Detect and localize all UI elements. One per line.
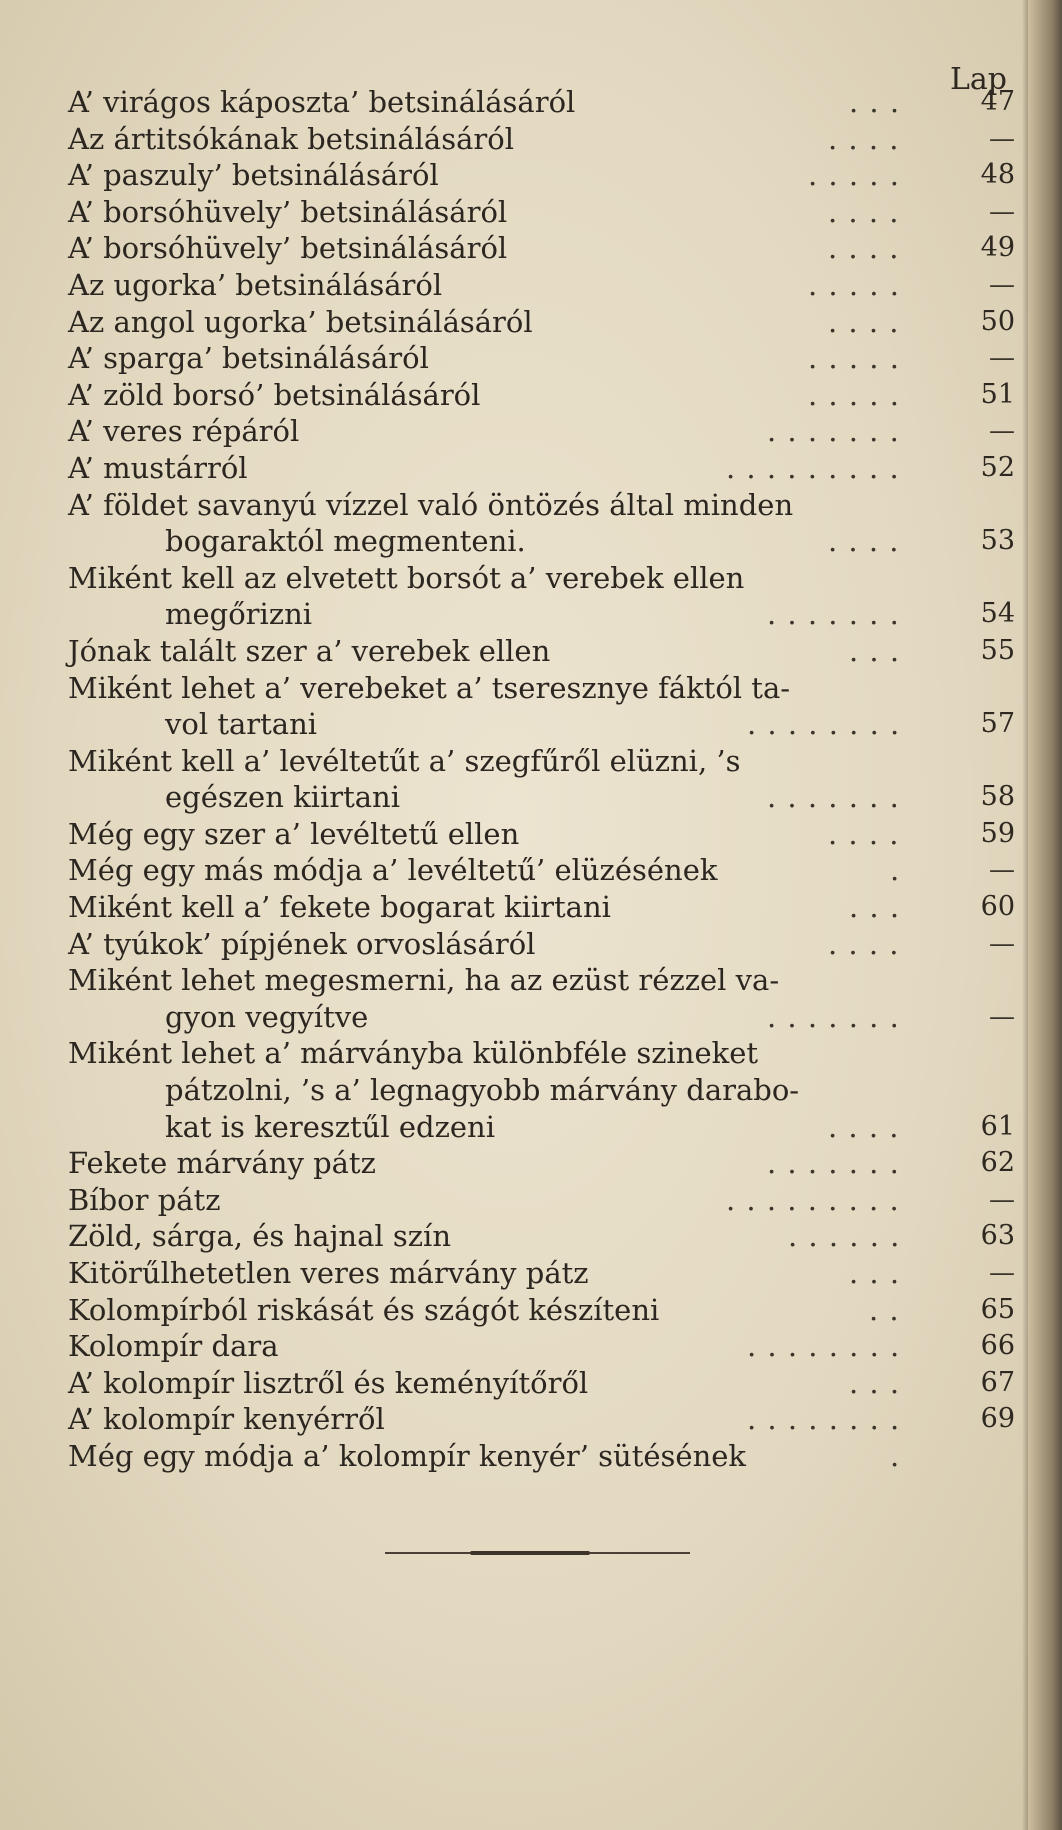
toc-entry-line [0,926,1062,963]
toc-entry-line [0,523,1062,560]
page-number: — [989,1258,1015,1288]
toc-entry [0,304,1062,341]
entry-title-text: A’ kolompír kenyérről [68,1402,385,1437]
dot-leader: . . . [849,890,901,925]
page-number: 55 [980,634,1015,666]
entry-title-text: A’ zöld borsó’ betsinálásáról [68,377,481,412]
page-number: 61 [980,1110,1015,1142]
dot-leader: . . . . [828,926,900,961]
dot-leader: . . . . . . . . [747,1329,901,1364]
dot-leader: . . . . . . . [767,1146,900,1181]
page-number: 54 [980,598,1015,630]
entry-title-text: A’ veres répáról [68,414,300,449]
dot-leader: . . . . . [808,267,900,302]
page-number: 48 [980,159,1015,191]
page-column-header: Lap [950,62,1008,97]
page-number: — [989,928,1015,959]
toc-entry-line [0,267,1062,304]
entry-title-text: Az ártitsókának betsinálásáról [68,121,514,156]
dot-leader: . . . . . . . . . [726,450,900,485]
toc-entry-line [0,1365,1062,1402]
dot-leader: . . . . [828,816,900,851]
toc-entry-line [0,1145,1062,1182]
toc-entry-line [0,670,1062,707]
entry-title-text: Még egy szer a’ levéltetű ellen [68,816,520,851]
toc-entry-line [0,304,1062,341]
page-number: 49 [980,232,1015,264]
toc-entry-line [0,84,1062,121]
entry-title-text: Zöld, sárga, és hajnal szín [68,1219,452,1254]
entry-title-text: A’ földet savanyú vízzel való öntözés által minden [68,487,794,522]
entry-title-text: A’ kolompír lisztről és keményítőről [68,1365,589,1400]
page-number: 65 [980,1293,1015,1325]
dot-leader: . . . . [828,194,900,229]
toc-entry-line [0,633,1062,670]
toc-entry-line [0,706,1062,743]
toc-entry-line [0,1438,1062,1475]
toc-entry-line [0,1182,1062,1219]
entry-title-text: megőrizni [165,597,313,632]
toc-entry-line [0,157,1062,194]
toc-entry-line [0,779,1062,816]
toc-entry-line [0,999,1062,1036]
toc-entry-line [0,1072,1062,1109]
page-number: — [989,343,1015,374]
dot-leader: . [890,1438,901,1473]
toc-entry-line [0,1035,1062,1072]
entry-title-text: Még egy módja a’ kolompír kenyér’ sütésének [68,1438,746,1473]
entry-title-text: Kolompírból riskását és szágót készíteni [68,1292,660,1327]
toc-entry [0,413,1062,450]
page-number: 50 [980,305,1015,337]
entry-title-text: Miként kell az elvetett borsót a’ verebek ellen [68,560,745,595]
page-number: — [989,416,1015,447]
dot-leader: . . . . . . . [767,597,900,632]
toc-entry-line [0,121,1062,158]
toc-entry [0,157,1062,194]
dot-leader: . . . [849,1256,901,1290]
dot-leader: . . . . . . . [767,999,900,1034]
toc-entry [0,670,1062,743]
entry-title-text: Miként lehet megesmerni, ha az ezüst rézzel va- [68,963,780,998]
dot-leader: . [890,853,901,888]
toc-entry [0,962,1062,1035]
toc-entry-line [0,413,1062,450]
dot-leader: . . . [849,85,901,119]
toc-entry [0,194,1062,231]
toc-entry-line [0,194,1062,231]
dot-leader: . . . . [828,121,900,156]
entry-title-text: A’ virágos káposzta’ betsinálásáról [68,85,576,119]
entry-title-text: A’ sparga’ betsinálásáról [68,341,429,376]
page-number: 63 [980,1220,1015,1252]
toc-entry [0,1255,1062,1292]
entry-title-text: vol tartani [165,707,318,742]
toc-entry-line [0,743,1062,780]
toc-entry [0,340,1062,377]
entry-title-text: A’ tyúkok’ pípjének orvoslásáról [68,926,536,961]
dot-leader: . . [869,1292,900,1327]
toc-entry [0,1182,1062,1219]
entry-title-text: egészen kiirtani [165,780,400,815]
toc-entry [0,1365,1062,1402]
toc-entry-line [0,962,1062,999]
dot-leader: . . . . [828,1109,900,1144]
toc-entry-line [0,230,1062,267]
page-number: — [989,269,1015,300]
dot-leader: . . . . . [808,158,900,193]
toc-entry-line [0,450,1062,487]
entry-title-text: Kitörűlhetetlen veres márvány pátz [68,1256,589,1290]
toc-entry [0,1145,1062,1182]
entry-title-text: A’ borsóhüvely’ betsinálásáról [68,194,508,229]
toc-entry-line [0,1218,1062,1255]
dot-leader: . . . . [828,524,900,559]
page-number: 51 [980,378,1015,410]
page-number: 67 [980,1366,1015,1398]
page-number: 69 [980,1403,1015,1435]
toc-entry-line [0,377,1062,414]
toc-entry [0,121,1062,158]
toc-entry-line [0,487,1062,524]
toc-entry [0,852,1062,889]
toc-entry [0,633,1062,670]
entry-title-text: Kolompír dara [68,1329,279,1364]
entry-title-text: Fekete márvány pátz [68,1146,376,1181]
entry-title-text: Az ugorka’ betsinálásáról [68,267,443,302]
toc-entry-line [0,852,1062,889]
dot-leader: . . . . . [808,341,900,376]
table-of-contents [0,84,1062,1475]
entry-title-text: bogaraktól megmenteni. [165,524,526,559]
entry-title-text: Jónak talált szer a’ verebek ellen [68,633,551,668]
toc-entry [0,889,1062,926]
entry-title-text: Miként kell a’ fekete bogarat kiirtani [68,890,611,925]
toc-entry [0,926,1062,963]
page-number: — [989,855,1015,886]
page-number: — [989,196,1015,227]
page-number: — [989,1184,1015,1215]
entry-title-text: gyon vegyítve [165,999,369,1034]
closing-rule-ornament [470,1551,590,1555]
toc-entry [0,1401,1062,1438]
dot-leader: . . . . . . . . . [726,1182,900,1217]
entry-title-text: Miként kell a’ levéltetűt a’ szegfűről elüzni, ’s [68,743,741,778]
page-number: 58 [980,781,1015,813]
page-number: 57 [980,708,1015,740]
toc-entry-line [0,1401,1062,1438]
toc-entry [0,1035,1062,1145]
dot-leader: . . . . . . . . [747,707,901,742]
toc-entry-line [0,816,1062,853]
entry-title-text: Miként lehet a’ márványba különbféle szineket [68,1036,759,1071]
dot-leader: . . . . . . . [767,414,900,449]
toc-entry [0,230,1062,267]
toc-entry [0,84,1062,121]
toc-entry-line [0,1292,1062,1329]
page-number: — [989,1001,1015,1032]
toc-entry-line [0,560,1062,597]
entry-title-text: Még egy más módja a’ levéltetű’ elüzésének [68,853,718,888]
toc-entry [0,487,1062,560]
toc-entry-line [0,1255,1062,1292]
toc-entry [0,1292,1062,1329]
page-number: — [989,123,1015,154]
page-number: 66 [980,1330,1015,1362]
page-number: 62 [980,1147,1015,1179]
dot-leader: . . . . [828,304,900,339]
toc-entry [0,743,1062,816]
toc-entry-line [0,340,1062,377]
dot-leader: . . . . . . [788,1219,901,1254]
entry-title-text: A’ paszuly’ betsinálásáról [68,158,439,193]
toc-entry-line [0,889,1062,926]
dot-leader: . . . . . . . . [747,1402,901,1437]
dot-leader: . . . . . . . [767,780,900,815]
toc-entry [0,816,1062,853]
toc-entry [0,1438,1062,1475]
page-number: 59 [980,817,1015,849]
toc-entry-line [0,1109,1062,1146]
entry-title-text: Miként lehet a’ verebeket a’ tseresznye fáktól ta- [68,670,791,705]
dot-leader: . . . . . [808,377,900,412]
toc-entry [0,377,1062,414]
page-number: 52 [980,451,1015,483]
page-number: 60 [980,891,1015,923]
toc-entry-line [0,1328,1062,1365]
dot-leader: . . . . [828,231,900,266]
page-number: 53 [980,525,1015,557]
entry-title-text: A’ borsóhüvely’ betsinálásáról [68,231,508,266]
page-number: 47 [980,86,1015,117]
toc-entry-line [0,596,1062,633]
toc-entry [0,1218,1062,1255]
entry-title-text: kat is keresztűl edzeni [165,1109,495,1144]
dot-leader: . . . [849,633,901,668]
toc-entry [0,267,1062,304]
entry-title-text: A’ mustárról [68,450,248,485]
entry-title-text: pátzolni, ’s a’ legnagyobb márvány darabo- [165,1073,800,1108]
toc-entry [0,1328,1062,1365]
entry-title-text: Bíbor pátz [68,1182,221,1217]
toc-entry [0,450,1062,487]
entry-title-text: Az angol ugorka’ betsinálásáról [68,304,533,339]
dot-leader: . . . [849,1365,901,1400]
toc-entry [0,560,1062,633]
